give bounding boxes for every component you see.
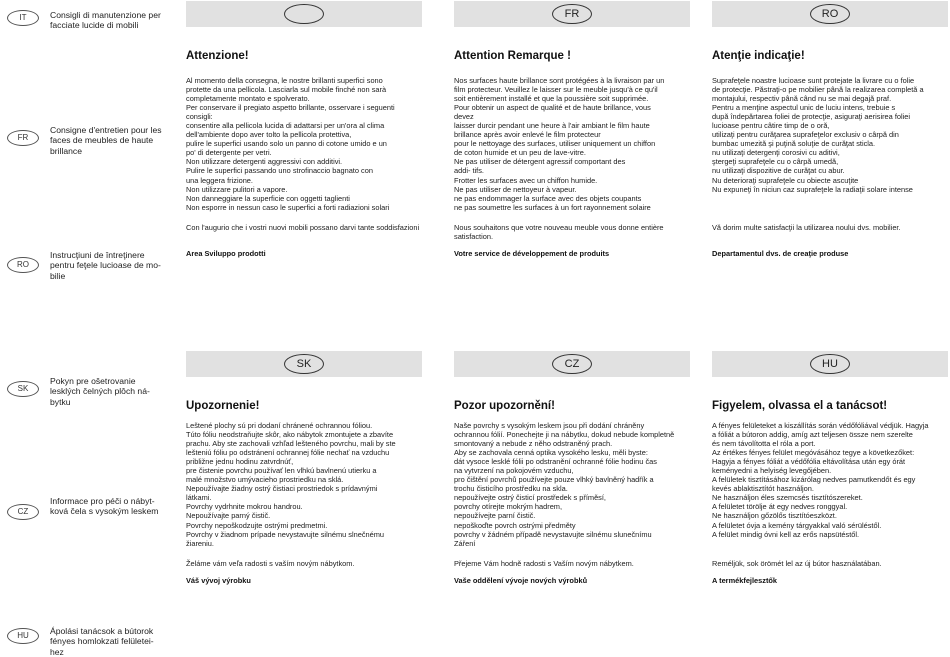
panel-language-badge-ro: RO bbox=[810, 4, 850, 24]
sidebar-title-sk: Pokyn pre ošetrovanie lesklých čelných plôch ná- bytku bbox=[50, 376, 150, 407]
panel-signature-cz: Vaše oddělení vývoje nových výrobků bbox=[454, 576, 588, 585]
panel-header-hu bbox=[712, 351, 948, 377]
panel-language-badge-it bbox=[284, 4, 324, 24]
panel-header-it bbox=[186, 1, 422, 27]
panel-body-ro: Suprafeţele noastre lucioase sunt protejate la livrare cu o folie de protecţie. Păstraţi-o pe mobilier până la realizarea completă a montajului, respectiv până când nu se mai degajă praf. Pentru a menţine aspectul unic de luciu intens, trebuie s după îndepărtarea foliei de protecţie, asiguraţi aerisirea foliei lucioase pentru câtire timp de o oră, utilizaţi pentru curăţarea suprafeţelor exclusiv o cârpă din bumbac umezită şi puţină soluţie de curăţat sticla. nu utilizaţi detergenţi corosivi cu aditivi, ştergeţi suprafeţele cu o cârpă umedă, nu utilizaţi dispozitive de curăţat cu abur. Nu deterioraţi suprafeţele cu obiecte ascuţite Nu expuneţi în niciun caz suprafeţele la radiaţii solare intense bbox=[712, 76, 924, 194]
panel-language-badge-hu: HU bbox=[810, 354, 850, 374]
panel-closing-it: Con l'augurio che i vostri nuovi mobili possano darvi tante soddisfazioni bbox=[186, 223, 420, 232]
panel-header-ro bbox=[712, 1, 948, 27]
language-sidebar bbox=[0, 0, 175, 657]
language-badge-sk: SK bbox=[7, 381, 39, 397]
panel-closing-hu: Reméljük, sok örömét lel az új bútor használatában. bbox=[712, 559, 882, 568]
panel-body-cz: Naše povrchy s vysokým leskem jsou při dodání chráněny ochrannou fólií. Ponechejte ji na nábytku, dokud nebude kompletně smontovaný a nebude z něho odstraněný prach. Aby se zachovala cenná optika vysokého lesku, měli byste: dát vysoce lesklé fólii po odstranění ochranné fólie hodinu čas na vytvrzení na pokojovém vzduchu, pro čištění povrchů používejte pouze vlhký bavlněný hadřík a trochu čisticího prostředku na skla. nepoužívejte ostrý čisticí prostředek s příměsí, povrchy otírejte mokrým hadrem, nepoužívejte parní čistič. nepoškoďte povrch ostrými předměty povrchy v žádném případě nevystavujte silnému slunečnímu Záření bbox=[454, 421, 675, 548]
language-badge-hu: HU bbox=[7, 628, 39, 644]
panel-language-badge-sk: SK bbox=[284, 354, 324, 374]
language-badge-it: IT bbox=[7, 10, 39, 26]
panel-heading-hu: Figyelem, olvassa el a tanácsot! bbox=[712, 400, 888, 412]
panel-closing-fr: Nous souhaitons que votre nouveau meuble vous donne entière satisfaction. bbox=[454, 223, 664, 242]
language-badge-cz: CZ bbox=[7, 504, 39, 520]
sidebar-title-it: Consigli di manutenzione per facciate lucide di mobili bbox=[50, 10, 161, 31]
panel-heading-cz: Pozor upozornění! bbox=[454, 400, 555, 412]
sidebar-title-hu: Ápolási tanácsok a bútorok fényes homlokzati felületei- hez bbox=[50, 626, 154, 657]
panel-header-sk bbox=[186, 351, 422, 377]
language-badge-fr: FR bbox=[7, 130, 39, 146]
panel-closing-cz: Přejeme Vám hodně radosti s Vaším novým nábytkem. bbox=[454, 559, 634, 568]
language-badge-ro: RO bbox=[7, 257, 39, 273]
panel-signature-hu: A termékfejlesztők bbox=[712, 576, 778, 585]
panel-language-badge-cz: CZ bbox=[552, 354, 592, 374]
panel-signature-it: Area Sviluppo prodotti bbox=[186, 249, 266, 258]
panel-body-sk: Leštené plochy sú pri dodaní chránené ochrannou fóliou. Túto fóliu neodstraňujte skôr, ako nábytok zmontujete a zbavíte prachu. Aby ste zachovali vzhľad lešteného povrchu, mali by ste lešteniú fóliu po odstránení ochrannej fólie nechať na vzduchu približne jednu hodinu zatvrdnúť, pre čistenie povrchu používať len vlhkú bavlnenú utierku a malé množstvo umývacieho prostriedku na sklá. Nepoužívajte žiadny ostrý čistiaci prostriedok s prídavnými látkami. Povrchy vydrhnite mokrou handrou. Nepoužívajte parný čistič. Povrchy nepoškodzujte ostrými predmetmi. Povrchy v žiadnom prípade nevystavujte silnému slnečnému žiareniu. bbox=[186, 421, 396, 548]
panel-closing-sk: Želáme vám veľa radosti s vaším novým nábytkom. bbox=[186, 559, 355, 568]
panel-signature-fr: Votre service de développement de produits bbox=[454, 249, 610, 258]
panel-signature-ro: Departamentul dvs. de creaţie produse bbox=[712, 249, 849, 258]
panel-body-hu: A fényes felületeket a kiszállítás során védőfóliával védjük. Hagyja a fóliát a bútoron addig, amíg azt teljesen össze nem szerelte és nem távolította el róla a port. Az értékes fényes felület megóvásához tegye a következőket: Hagyja a fényes fóliát a védőfólia eltávolítása után egy órát keményedni a helyiség levegőjében. A felületek tisztításához kizárólag nedves pamutkendőt és egy kevés ablaktisztítót használjon. Ne használjon éles szemcsés tisztítószereket. A felületet törölje át egy nedves ronggyal. Ne használjon gőzölős tisztítóeszközt. A felületet óvja a kemény tárgyakkal való sérüléstől. A felület mindig óvni kell az erős napsütéstől. bbox=[712, 421, 929, 539]
panel-signature-sk: Váš vývoj výrobku bbox=[186, 576, 251, 585]
panel-heading-it: Attenzione! bbox=[186, 50, 249, 62]
panel-header-cz bbox=[454, 351, 690, 377]
sidebar-title-cz: Informace pro péči o nábyt- ková čela s vysokým leskem bbox=[50, 496, 159, 517]
sidebar-title-fr: Consigne d'entretien pour les faces de meubles de haute brillance bbox=[50, 125, 162, 156]
panel-header-fr bbox=[454, 1, 690, 27]
panel-body-it: Al momento della consegna, le nostre brillanti superfici sono protette da una pellicola. Lasciarla sul mobile finché non sarà completamente montato e spolverato. Per conservare il pregiato aspetto brillante, osservare i seguenti consigli: consentire alla pellicola lucida di adattarsi per un'ora al clima dell'ambiente dopo aver tolto la pellicola protettiva, pulire le superfici usando solo un panno di cotone umido e un po' di detergente per vetri. Non utilizzare detergenti aggressivi con additivi. Pulire le superfici passando uno strofinaccio bagnato con una leggera frizione. Non utilizzare pulitori a vapore. Non danneggiare la superficie con oggetti taglienti Non esporre in nessun caso le superfici a forti radiazioni solari bbox=[186, 76, 395, 212]
panel-body-fr: Nos surfaces haute brillance sont protégées à la livraison par un film protecteur. Veuillez le laisser sur le meuble jusqu'à ce qu'il soit entièrement installé et que la poussière soit supprimée. Pour obtenir un aspect de qualité et de haute brillance, vous devez laisser durcir pendant une heure à l'air ambiant le film haute brillance après avoir enlevé le film protecteur pour le nettoyage des surfaces, utiliser uniquement un chiffon de coton humide et un peu de lave-vitre. Ne pas utiliser de détergent agressif comportant des addi- tifs. Frotter les surfaces avec un chiffon humide. Ne pas utiliser de nettoyeur à vapeur. ne pas endommager la surface avec des objets coupants ne pas soumettre les surfaces à un fort rayonnement solaire bbox=[454, 76, 665, 212]
panel-closing-ro: Vă dorim multe satisfacţii la utilizarea noului dvs. mobilier. bbox=[712, 223, 901, 232]
sidebar-title-ro: Instrucţiuni de întreţinere pentru feţele lucioase de mo- bilie bbox=[50, 250, 161, 281]
panel-language-badge-fr: FR bbox=[552, 4, 592, 24]
panel-heading-fr: Attention Remarque ! bbox=[454, 50, 571, 62]
panel-heading-sk: Upozornenie! bbox=[186, 400, 260, 412]
panel-heading-ro: Atenţie indicaţie! bbox=[712, 50, 805, 62]
